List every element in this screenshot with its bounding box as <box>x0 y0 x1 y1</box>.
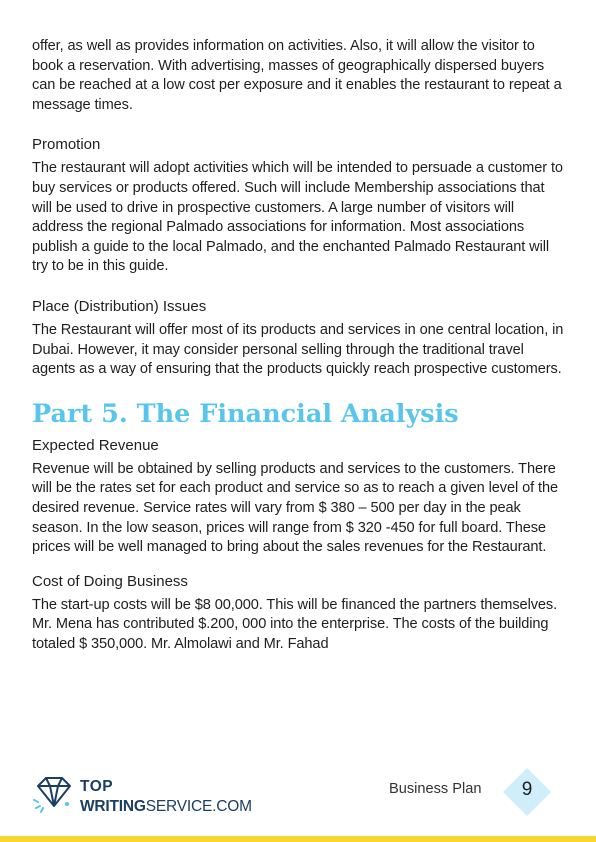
revenue-paragraph: Revenue will be obtained by selling products and services to the customers. There will be the rates set for each product and service so as to reach a given level of the desired revenue. Service rates will vary from $ 380 – 500 per day in the peak season. In the low season, prices will range from $ 320 -450 for full board. These prices will be well managed to bring about the sales revenues for the Restaurant. <box>32 460 558 556</box>
document-label: Business Plan <box>389 781 482 797</box>
page-number: 9 <box>521 779 533 800</box>
page-footer <box>0 764 596 842</box>
diamond-logo-icon <box>32 772 74 816</box>
intro-paragraph: offer, as well as provides information on activities. Also, it will allow the visitor to book a reservation. With advertising, masses of geographically dispersed buyers can be reached at a low cost per exposure and it enables the restaurant to repeat a message times. <box>32 38 562 113</box>
place-heading: Place (Distribution) Issues <box>32 297 207 315</box>
logo-text-bottom <box>80 798 252 816</box>
page-content <box>32 37 566 654</box>
company-logo[interactable] <box>32 772 272 816</box>
place-paragraph: The Restaurant will offer most of its products and services in one central location, in Dubai. However, it may consider personal selling through the traditional travel agents as a way of ensuring that the products quickly reach prospective customers. <box>32 321 564 378</box>
bottom-accent-bar <box>0 836 596 842</box>
cost-paragraph: The start-up costs will be $8 00,000. This will be financed the partners themselves. Mr. Mena has contributed $.200, 000 into the enterprise. The costs of the building totaled $ 350,000. Mr. Almolawi and Mr. Fahad <box>32 596 558 652</box>
revenue-heading: Expected Revenue <box>32 436 159 454</box>
logo-text-bold: WRITING <box>80 798 146 815</box>
cost-heading: Cost of Doing Business <box>32 572 188 590</box>
part-title: Part 5. The Financial Analysis <box>32 398 459 429</box>
promotion-paragraph: The restaurant will adopt activities which will be intended to persuade a customer to buy services or products offered. Such will include Membership associations that will be used to drive in prospective customers. A large number of visitors will address the regional Palmado associations for information. Most associations publish a guide to the local Palmado, and the enchanted Palmado Restaurant will try to be in this guide. <box>32 160 563 275</box>
logo-text-rest: SERVICE.COM <box>145 798 252 815</box>
promotion-heading: Promotion <box>32 136 101 154</box>
logo-text-top: TOP <box>80 778 114 795</box>
